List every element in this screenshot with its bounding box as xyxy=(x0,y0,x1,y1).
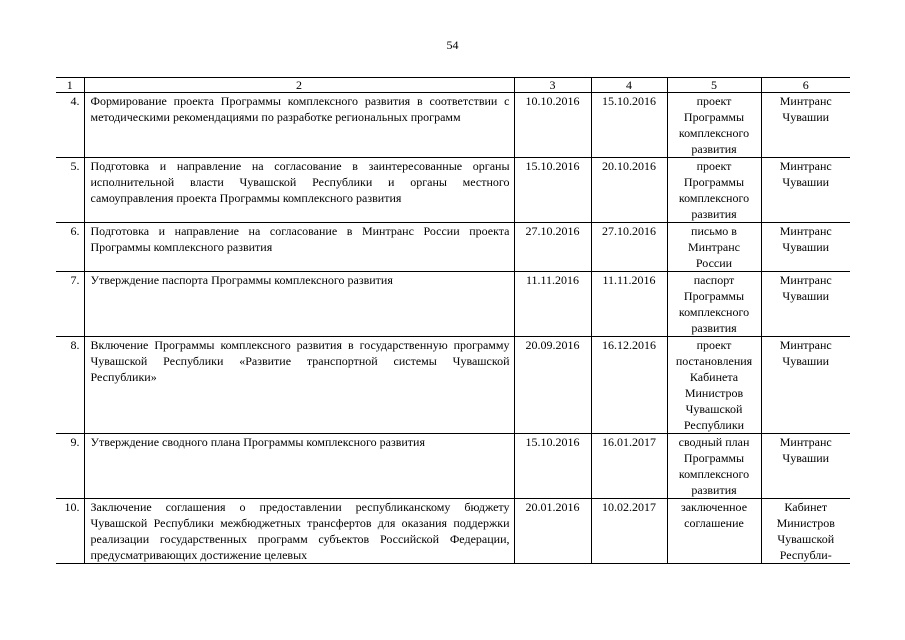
end-date: 10.02.2017 xyxy=(591,499,667,564)
column-header: 6 xyxy=(761,78,850,93)
table-row xyxy=(56,434,850,499)
result-document: проект постановления Кабинета Министров Чувашской Республики xyxy=(667,337,761,434)
start-date: 20.09.2016 xyxy=(514,337,591,434)
row-number: 4. xyxy=(56,93,84,158)
start-date: 10.10.2016 xyxy=(514,93,591,158)
result-document: письмо в Минтранс России xyxy=(667,223,761,272)
activity-description: Утверждение сводного плана Программы комплексного развития xyxy=(84,434,514,499)
activity-description: Утверждение паспорта Программы комплексного развития xyxy=(84,272,514,337)
row-number: 9. xyxy=(56,434,84,499)
row-number: 7. xyxy=(56,272,84,337)
activity-description: Заключение соглашения о предоставлении республиканскому бюджету Чувашской Республики межбюджетных трансфертов для оказания поддержки реализации государственных программ субъектов Российской Федерации, предусматривающих достижение целевых xyxy=(84,499,514,564)
table-row xyxy=(56,93,850,158)
result-document: сводный план Программы комплексного развития xyxy=(667,434,761,499)
activity-description: Включение Программы комплексного развития в государственную программу Чувашской Республики «Развитие транспортной системы Чувашской Республики» xyxy=(84,337,514,434)
start-date: 20.01.2016 xyxy=(514,499,591,564)
column-header: 5 xyxy=(667,78,761,93)
responsible-party: Кабинет Министров Чувашской Республи- xyxy=(761,499,850,564)
activity-description: Формирование проекта Программы комплексного развития в соответствии с методическими рекомендациями по разработке региональных программ xyxy=(84,93,514,158)
result-document: проект Программы комплексного развития xyxy=(667,158,761,223)
table-row xyxy=(56,337,850,434)
row-number: 5. xyxy=(56,158,84,223)
page-number: 54 xyxy=(446,38,459,52)
start-date: 15.10.2016 xyxy=(514,158,591,223)
result-document: проект Программы комплексного развития xyxy=(667,93,761,158)
responsible-party: Минтранс Чувашии xyxy=(761,158,850,223)
responsible-party: Минтранс Чувашии xyxy=(761,223,850,272)
end-date: 16.01.2017 xyxy=(591,434,667,499)
table-row xyxy=(56,158,850,223)
responsible-party: Минтранс Чувашии xyxy=(761,337,850,434)
end-date: 20.10.2016 xyxy=(591,158,667,223)
responsible-party: Минтранс Чувашии xyxy=(761,434,850,499)
end-date: 15.10.2016 xyxy=(591,93,667,158)
column-header: 3 xyxy=(514,78,591,93)
column-header: 1 xyxy=(56,78,84,93)
row-number: 6. xyxy=(56,223,84,272)
result-document: паспорт Программы комплексного развития xyxy=(667,272,761,337)
table-row xyxy=(56,499,850,564)
start-date: 11.11.2016 xyxy=(514,272,591,337)
end-date: 16.12.2016 xyxy=(591,337,667,434)
table-row xyxy=(56,272,850,337)
column-numbers-row xyxy=(56,78,850,93)
activity-description: Подготовка и направление на согласование в заинтересованные органы исполнительной власти Чувашской Республики и органы местного самоуправления проекта Программы комплексного развития xyxy=(84,158,514,223)
activity-description: Подготовка и направление на согласование в Минтранс России проекта Программы комплексного развития xyxy=(84,223,514,272)
row-number: 8. xyxy=(56,337,84,434)
table-row xyxy=(56,223,850,272)
row-number: 10. xyxy=(56,499,84,564)
action-plan-table xyxy=(56,77,850,564)
column-header: 2 xyxy=(84,78,514,93)
end-date: 27.10.2016 xyxy=(591,223,667,272)
responsible-party: Минтранс Чувашии xyxy=(761,93,850,158)
start-date: 27.10.2016 xyxy=(514,223,591,272)
result-document: заключенное соглашение xyxy=(667,499,761,564)
responsible-party: Минтранс Чувашии xyxy=(761,272,850,337)
end-date: 11.11.2016 xyxy=(591,272,667,337)
column-header: 4 xyxy=(591,78,667,93)
start-date: 15.10.2016 xyxy=(514,434,591,499)
